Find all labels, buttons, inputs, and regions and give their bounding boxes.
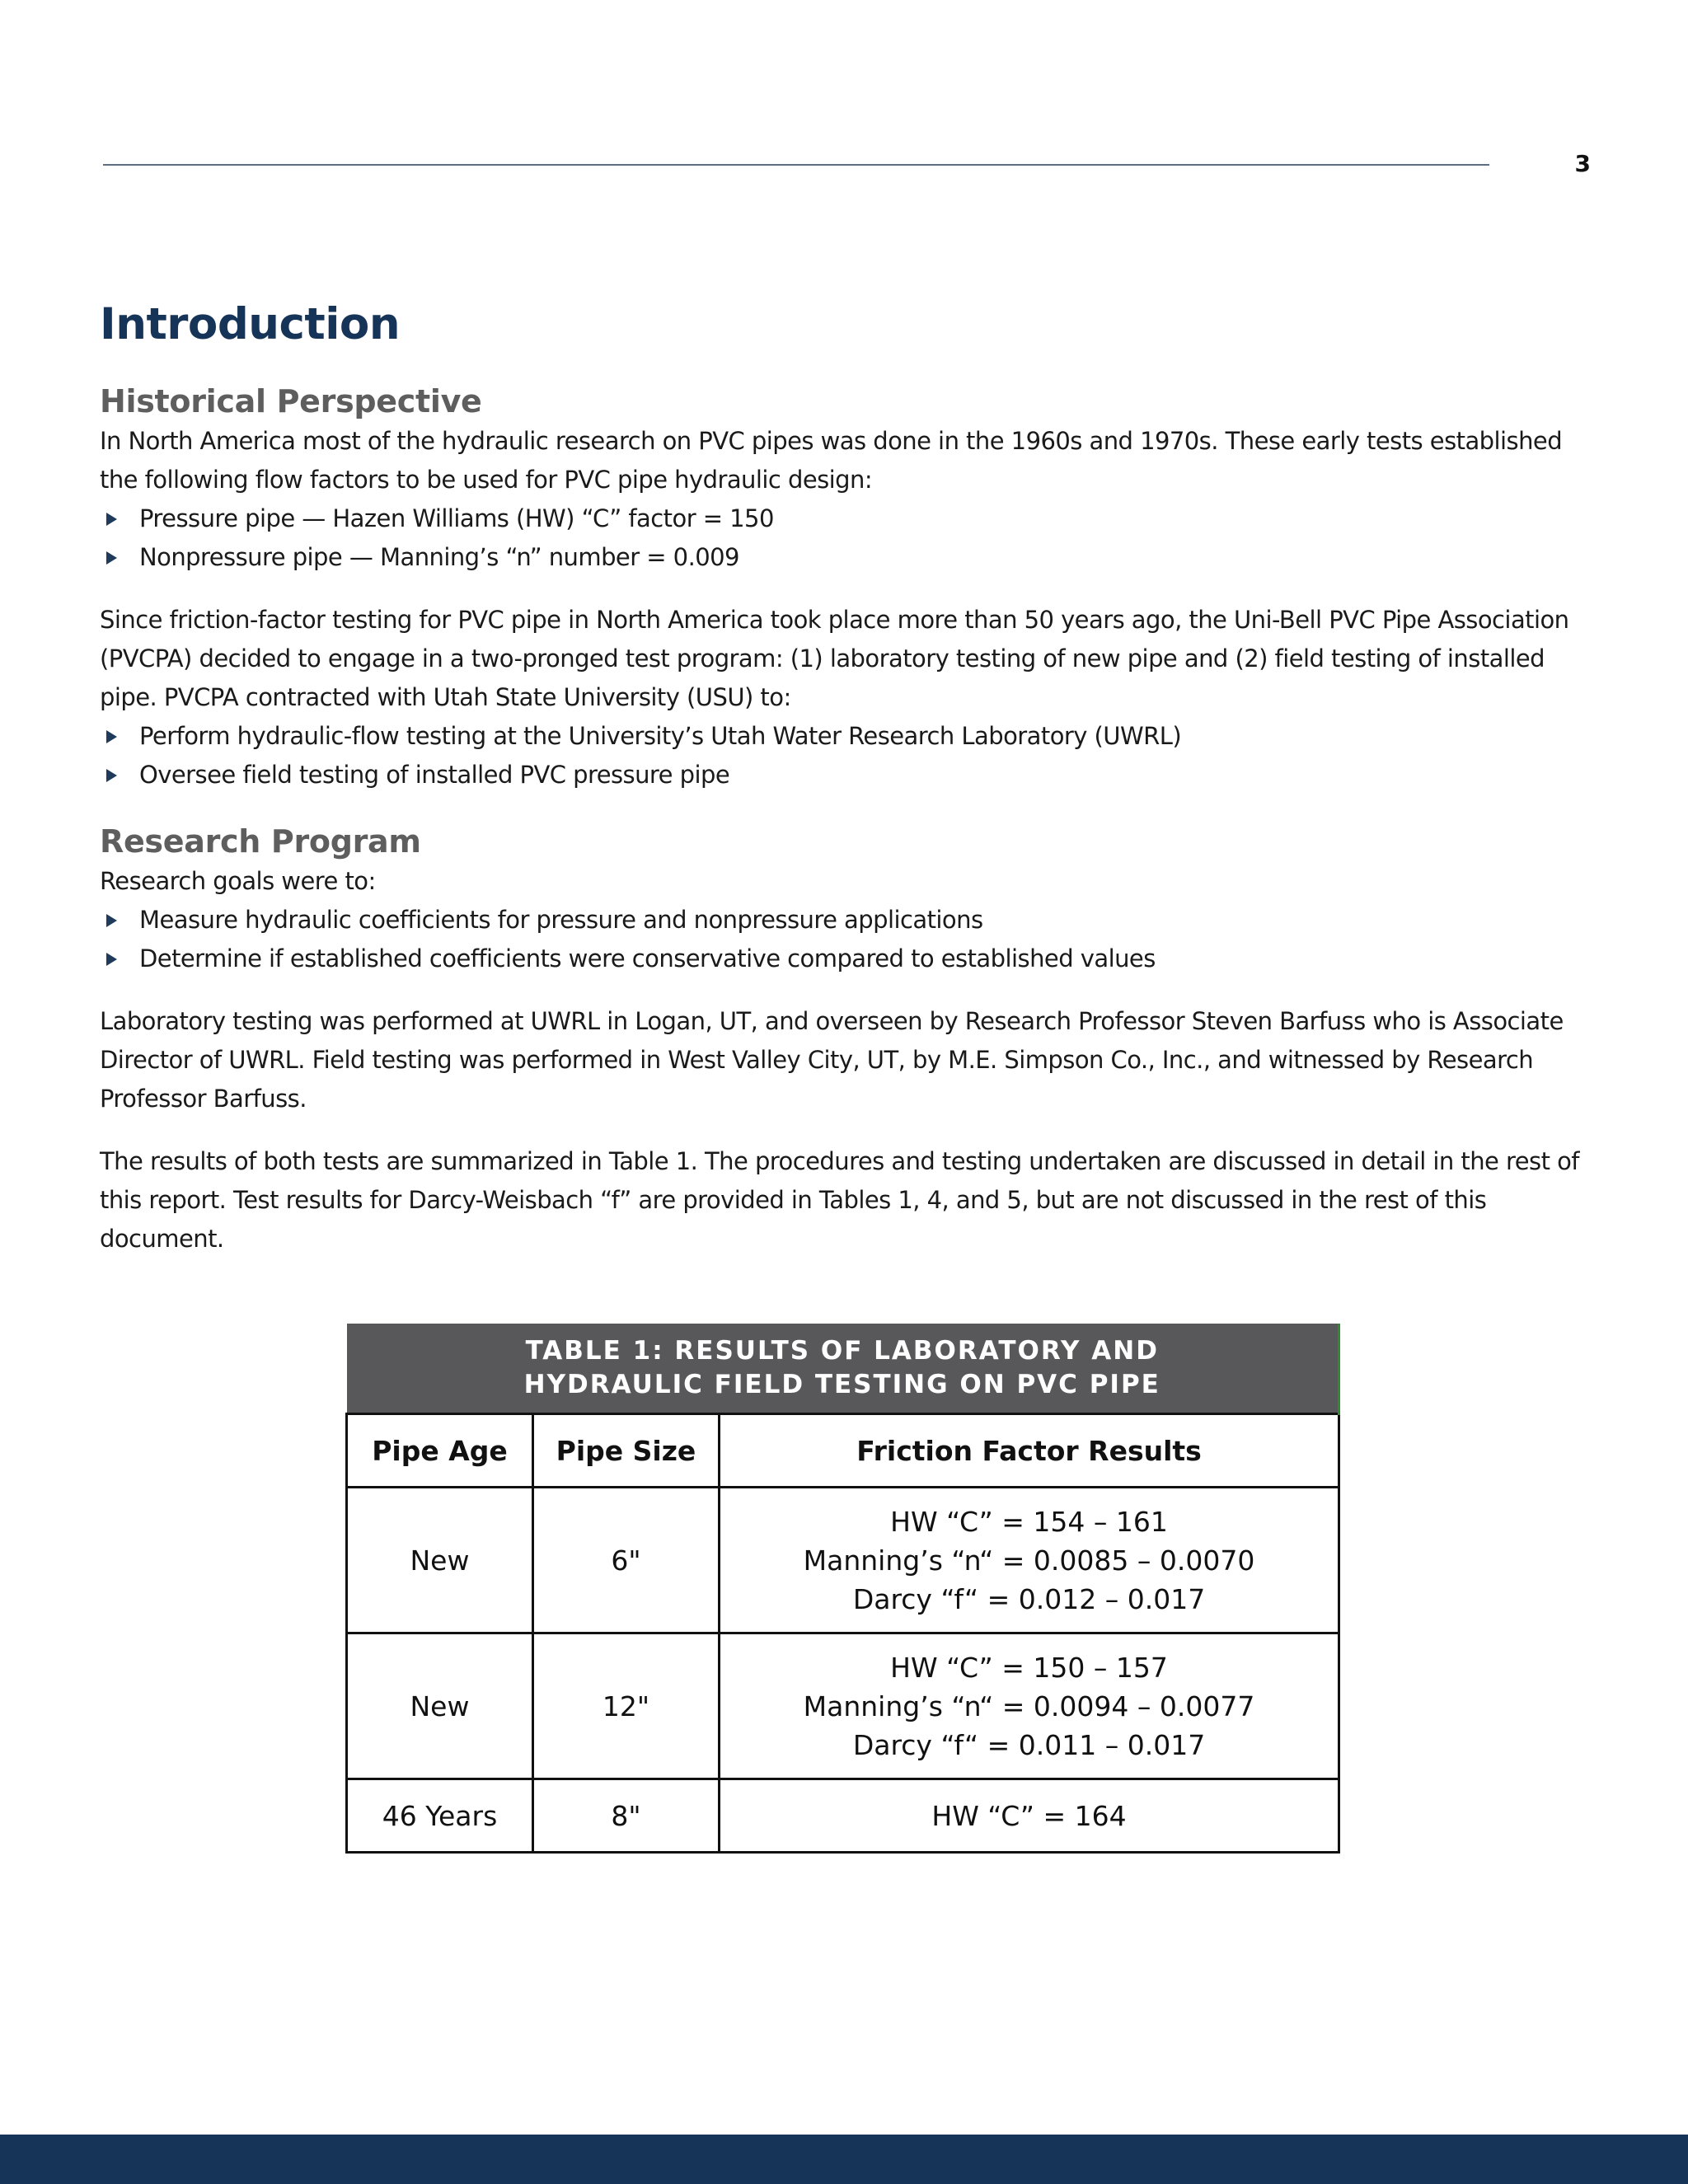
- pipe-age-cell: 46 Years: [347, 1779, 533, 1853]
- triangle-bullet-icon: [106, 551, 117, 565]
- historical-intro: In North America most of the hydraulic research on PVC pipes was done in the 1960s and 1970s. These early tests established the following flow factors to be used for PVC pipe hydraulic design:: [100, 427, 1563, 494]
- table-row: [347, 1779, 1339, 1853]
- friction-results-cell: HW “C” = 164: [720, 1779, 1339, 1853]
- results-paragraph: The results of both tests are summarized in Table 1. The procedures and testing undertaken are discussed in detail in the rest of this report. Test results for Darcy-Weisbach “f” are provided in Tables 1, 4, and 5, but are not discussed in the rest of this document.: [100, 1147, 1579, 1253]
- header-rule: [103, 164, 1489, 166]
- triangle-bullet-icon: [106, 914, 117, 927]
- pipe-age-cell: New: [347, 1488, 533, 1633]
- list-item: Oversee field testing of installed PVC pressure pipe: [100, 756, 1592, 794]
- triangle-bullet-icon: [106, 769, 117, 782]
- results-table: [345, 1324, 1340, 1854]
- list-item: Nonpressure pipe — Manning’s “n” number = 0.009: [100, 538, 1592, 577]
- column-header-friction-factor: Friction Factor Results: [720, 1414, 1339, 1488]
- table-row: [347, 1633, 1339, 1779]
- pipe-size-cell: 8": [533, 1779, 720, 1853]
- triangle-bullet-icon: [106, 953, 117, 966]
- main-content: [100, 293, 1592, 1258]
- pipe-age-cell: New: [347, 1633, 533, 1779]
- list-item: Determine if established coefficients were conservative compared to established values: [100, 940, 1592, 978]
- table-row: [347, 1488, 1339, 1633]
- footer-band: [0, 2135, 1688, 2184]
- table-caption: TABLE 1: RESULTS OF LABORATORY AND HYDRAULIC FIELD TESTING ON PVC PIPE: [347, 1324, 1339, 1414]
- testing-paragraph: Laboratory testing was performed at UWRL in Logan, UT, and overseen by Research Professor Steven Barfuss who is Associate Director of UWRL. Field testing was performed in West Valley City, UT, by M.E. Simpson Co., Inc., and witnessed by Research Professor Barfuss.: [100, 1007, 1564, 1113]
- list-item: Perform hydraulic-flow testing at the University’s Utah Water Research Laboratory (UWRL): [100, 717, 1592, 756]
- historical-paragraph: Since friction-factor testing for PVC pipe in North America took place more than 50 years ago, the Uni-Bell PVC Pipe Association (PVCPA) decided to engage in a two-pronged test program: (1) laboratory testing of new pipe and (2) field testing of installed pipe. PVCPA contracted with Utah State University (USU) to:: [100, 606, 1569, 711]
- friction-results-cell: HW “C” = 150 – 157 Manning’s “n“ = 0.0094 – 0.0077 Darcy “f“ = 0.011 – 0.017: [720, 1633, 1339, 1779]
- research-heading: Research Program: [100, 823, 421, 860]
- section-heading: Introduction: [100, 299, 401, 349]
- pipe-size-cell: 6": [533, 1488, 720, 1633]
- results-table-container: [345, 1324, 1338, 1854]
- list-item: Measure hydraulic coefficients for pressure and nonpressure applications: [100, 901, 1592, 940]
- triangle-bullet-icon: [106, 730, 117, 743]
- list-item: Pressure pipe — Hazen Williams (HW) “C” factor = 150: [100, 499, 1592, 538]
- historical-heading: Historical Perspective: [100, 383, 482, 419]
- page-number: 3: [1574, 150, 1591, 177]
- friction-results-cell: HW “C” = 154 – 161 Manning’s “n“ = 0.0085 – 0.0070 Darcy “f“ = 0.012 – 0.017: [720, 1488, 1339, 1633]
- column-header-pipe-size: Pipe Size: [533, 1414, 720, 1488]
- research-intro: Research goals were to:: [100, 867, 376, 895]
- pipe-size-cell: 12": [533, 1633, 720, 1779]
- triangle-bullet-icon: [106, 513, 117, 526]
- flow-factor-list: [100, 499, 1592, 577]
- column-header-pipe-age: Pipe Age: [347, 1414, 533, 1488]
- research-goals-list: [100, 901, 1592, 978]
- usu-tasks-list: [100, 717, 1592, 794]
